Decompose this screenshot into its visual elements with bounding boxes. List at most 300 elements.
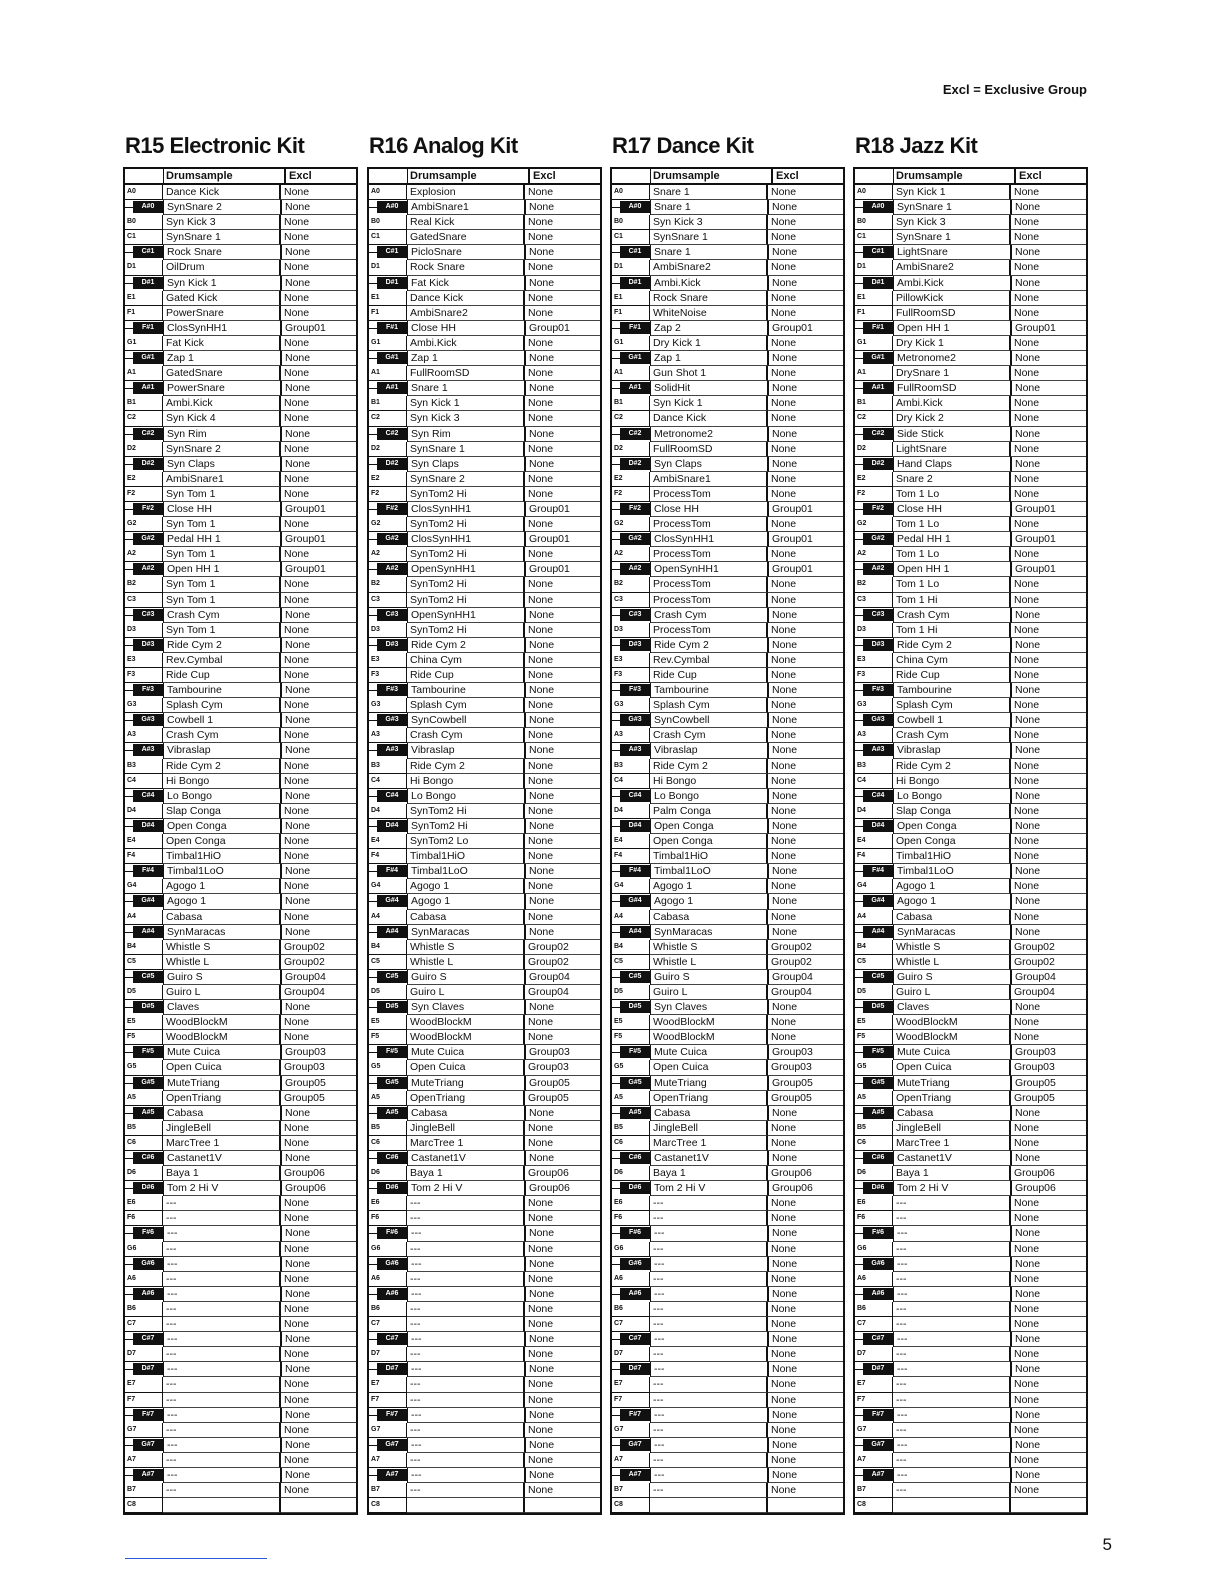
piano-key <box>855 1453 893 1468</box>
key-label: G#7 <box>620 1439 650 1451</box>
drumsample-cell: WoodBlockM <box>650 1030 768 1045</box>
key-label: E4 <box>857 837 866 845</box>
drumsample-cell: --- <box>894 1362 1012 1377</box>
excl-cell: Group06 <box>1011 1166 1086 1181</box>
piano-key <box>369 185 407 200</box>
excl-cell: None <box>282 925 356 940</box>
piano-key <box>855 608 894 623</box>
drumsample-cell: Cabasa <box>407 910 525 925</box>
drumsample-cell: MuteTriang <box>894 1076 1012 1091</box>
table-row <box>369 1136 600 1151</box>
drumsample-cell: Hand Claps <box>894 457 1012 472</box>
piano-key <box>369 653 407 668</box>
key-label: C#5 <box>377 971 407 983</box>
piano-key <box>125 1347 163 1362</box>
piano-key <box>125 185 163 200</box>
piano-key <box>612 970 651 985</box>
piano-key <box>855 427 894 442</box>
drumsample-cell: --- <box>651 1468 769 1483</box>
excl-cell: None <box>525 1121 600 1136</box>
key-label: C#5 <box>620 971 650 983</box>
excl-cell: None <box>526 1151 600 1166</box>
table-row <box>612 487 843 502</box>
piano-key <box>369 1393 407 1408</box>
excl-cell: None <box>769 1226 843 1241</box>
drumsample-cell: WoodBlockM <box>407 1030 525 1045</box>
excl-cell: None <box>768 185 843 200</box>
table-row <box>125 487 356 502</box>
piano-key <box>855 698 893 713</box>
table-row <box>125 1136 356 1151</box>
table-row <box>612 215 843 230</box>
drumsample-cell: Hi Bongo <box>407 774 525 789</box>
excl-cell: None <box>525 849 600 864</box>
excl-cell: None <box>1011 577 1086 592</box>
drumsample-cell: --- <box>163 1483 281 1498</box>
key-label: D7 <box>371 1350 380 1358</box>
piano-key <box>125 230 163 245</box>
piano-key <box>612 260 650 275</box>
table-row <box>855 306 1086 321</box>
drumsample-cell: Tom 1 Lo <box>893 517 1011 532</box>
table-row <box>369 759 600 774</box>
piano-key <box>125 1408 164 1423</box>
table-row <box>612 683 843 698</box>
piano-key <box>369 789 408 804</box>
piano-key <box>612 547 650 562</box>
piano-key <box>125 1423 163 1438</box>
piano-key <box>612 1106 651 1121</box>
piano-key <box>612 774 650 789</box>
table-row <box>855 743 1086 758</box>
piano-key <box>855 1408 894 1423</box>
table-row <box>855 1408 1086 1423</box>
key-label: D#2 <box>133 458 163 470</box>
key-label: G5 <box>857 1063 867 1071</box>
table-row <box>612 200 843 215</box>
key-label: A#5 <box>620 1107 650 1119</box>
drumsample-cell: --- <box>894 1468 1012 1483</box>
key-label: A3 <box>371 731 380 739</box>
piano-key <box>369 940 407 955</box>
kit-title: R15 Electronic Kit <box>125 133 305 158</box>
table-row <box>612 1408 843 1423</box>
key-label: F2 <box>857 489 866 497</box>
page-number: 5 <box>1102 1535 1112 1554</box>
piano-key <box>612 925 651 940</box>
drumsample-cell: Syn Tom 1 <box>163 547 281 562</box>
piano-key <box>125 1121 163 1136</box>
excl-cell: None <box>282 713 356 728</box>
table-row <box>855 1302 1086 1317</box>
table-row <box>855 442 1086 457</box>
key-label: G#3 <box>377 714 407 726</box>
key-label: G3 <box>614 701 624 709</box>
piano-key <box>855 1257 894 1272</box>
excl-cell: None <box>769 713 843 728</box>
table-row <box>125 940 356 955</box>
key-label: A#6 <box>133 1288 163 1300</box>
excl-cell: None <box>526 276 600 291</box>
table-row <box>125 743 356 758</box>
drumsample-cell: Timbal1HiO <box>650 849 768 864</box>
drumsample-cell: --- <box>163 1302 281 1317</box>
key-label: D1 <box>614 263 623 271</box>
key-label: G#1 <box>133 352 163 364</box>
excl-cell: None <box>1012 608 1086 623</box>
excl-cell: None <box>768 1377 843 1392</box>
piano-key <box>369 925 408 940</box>
table-row <box>612 925 843 940</box>
drumsample-cell: --- <box>407 1196 525 1211</box>
excl-cell: None <box>281 1272 356 1287</box>
excl-cell: None <box>525 1453 600 1468</box>
table-row <box>369 743 600 758</box>
drumsample-cell: SynSnare 1 <box>407 442 525 457</box>
table-row <box>612 1453 843 1468</box>
key-label: B4 <box>614 942 623 950</box>
drumsample-cell: WoodBlockM <box>163 1015 281 1030</box>
drumsample-cell: Metronome2 <box>651 427 769 442</box>
piano-key <box>369 1015 407 1030</box>
excl-cell: None <box>526 894 600 909</box>
drumsample-cell: Tom 2 Hi V <box>651 1181 769 1196</box>
drumsample-cell: ClosSynHH1 <box>164 321 282 336</box>
piano-key <box>855 1272 893 1287</box>
table-row <box>855 834 1086 849</box>
key-label: D#6 <box>377 1182 407 1194</box>
key-label: C1 <box>371 233 380 241</box>
key-label: C8 <box>614 1501 623 1509</box>
table-row <box>855 1272 1086 1287</box>
key-label: F5 <box>127 1033 136 1041</box>
key-label: F7 <box>127 1395 136 1403</box>
drumsample-cell: --- <box>407 1211 525 1226</box>
key-label: A#1 <box>620 382 650 394</box>
table-row <box>612 230 843 245</box>
excl-cell: None <box>768 1242 843 1257</box>
drumsample-cell: Cabasa <box>651 1106 769 1121</box>
excl-cell: None <box>768 1302 843 1317</box>
table-row <box>369 593 600 608</box>
drumsample-cell: Lo Bongo <box>408 789 526 804</box>
piano-key <box>125 457 164 472</box>
table-row <box>612 411 843 426</box>
key-label: D1 <box>371 263 380 271</box>
piano-key <box>612 638 651 653</box>
piano-key <box>125 894 164 909</box>
key-label: A#5 <box>133 1107 163 1119</box>
excl-cell: None <box>525 774 600 789</box>
table-row <box>369 291 600 306</box>
excl-cell: Group01 <box>1012 532 1086 547</box>
piano-key <box>612 336 650 351</box>
piano-key <box>369 1196 407 1211</box>
key-label: C#1 <box>377 246 407 258</box>
excl-cell: Group01 <box>526 502 600 517</box>
piano-key <box>369 593 407 608</box>
excl-cell: Group01 <box>526 532 600 547</box>
key-label: F3 <box>371 671 380 678</box>
excl-cell: Group02 <box>281 940 356 955</box>
drumsample-cell: Open HH 1 <box>894 562 1012 577</box>
drumsample-cell: Vibraslap <box>164 743 282 758</box>
drumsample-cell: Slap Conga <box>163 804 281 819</box>
drumsample-cell: Open Conga <box>163 834 281 849</box>
drumsample-cell: --- <box>164 1226 282 1241</box>
table-row <box>369 427 600 442</box>
excl-cell: None <box>282 1106 356 1121</box>
drumsample-cell: Close HH <box>651 502 769 517</box>
excl-cell: None <box>1012 925 1086 940</box>
key-label: C5 <box>614 957 623 965</box>
drumsample-cell: --- <box>651 1362 769 1377</box>
drumsample-cell: Syn Tom 1 <box>163 593 281 608</box>
drumsample-cell: Tom 2 Hi V <box>408 1181 526 1196</box>
piano-key <box>125 276 164 291</box>
piano-key <box>125 517 163 532</box>
piano-key <box>855 1015 893 1030</box>
key-label: D#5 <box>133 1001 163 1013</box>
excl-cell: None <box>526 1000 600 1015</box>
table-row <box>369 200 600 215</box>
table-row <box>855 1076 1086 1091</box>
excl-cell: None <box>281 1136 356 1151</box>
key-label: A2 <box>857 550 866 558</box>
drumsample-cell: Lo Bongo <box>164 789 282 804</box>
key-label: G7 <box>127 1425 137 1433</box>
key-label: D#6 <box>133 1182 163 1194</box>
piano-key <box>855 759 893 774</box>
piano-key <box>855 1468 894 1483</box>
piano-key <box>855 215 893 230</box>
excl-cell: Group05 <box>1012 1076 1086 1091</box>
table-row <box>612 472 843 487</box>
kit-r18 <box>853 133 1088 1515</box>
excl-header: Excl <box>533 170 556 182</box>
key-label: A3 <box>857 731 866 739</box>
drumsample-cell: SynMaracas <box>408 925 526 940</box>
excl-cell: None <box>769 1257 843 1272</box>
excl-cell: Group02 <box>768 955 843 970</box>
table-row <box>369 1257 600 1272</box>
piano-key <box>125 1030 163 1045</box>
key-label: F3 <box>127 671 136 678</box>
excl-cell: None <box>1012 351 1086 366</box>
table-row <box>125 547 356 562</box>
piano-key <box>612 366 650 381</box>
key-label: E5 <box>614 1018 623 1026</box>
piano-key <box>125 1393 163 1408</box>
excl-cell: None <box>1012 381 1086 396</box>
drumsample-cell: OpenTriang <box>163 1091 281 1106</box>
drumsample-cell: Open Conga <box>650 834 768 849</box>
key-label: D1 <box>127 263 136 271</box>
table-row <box>855 593 1086 608</box>
drumsample-cell: --- <box>163 1377 281 1392</box>
table-row <box>369 985 600 1000</box>
table-row <box>612 336 843 351</box>
key-label: G5 <box>127 1063 137 1071</box>
key-label: G4 <box>614 882 624 890</box>
excl-cell: None <box>282 1362 356 1377</box>
piano-key <box>369 1257 408 1272</box>
excl-cell: None <box>281 1347 356 1362</box>
piano-key <box>125 1468 164 1483</box>
drumsample-cell: Mute Cuica <box>408 1045 526 1060</box>
excl-cell: None <box>1011 1030 1086 1045</box>
excl-cell: None <box>769 1438 843 1453</box>
drumsample-cell: ProcessTom <box>650 517 768 532</box>
table-row <box>125 1287 356 1302</box>
piano-key <box>855 940 893 955</box>
drumsample-cell: LightSnare <box>893 442 1011 457</box>
excl-cell: None <box>1012 894 1086 909</box>
piano-key <box>612 955 650 970</box>
excl-cell: Group04 <box>282 970 356 985</box>
drumsample-cell: Agogo 1 <box>651 894 769 909</box>
drumsample-cell: Whistle L <box>893 955 1011 970</box>
drumsample-cell: Dry Kick 2 <box>893 411 1011 426</box>
table-row <box>612 1166 843 1181</box>
key-label: A#0 <box>377 201 407 213</box>
excl-cell: Group02 <box>768 940 843 955</box>
piano-key <box>612 381 651 396</box>
key-label: G3 <box>127 701 137 709</box>
drumsample-cell: FullRoomSD <box>407 366 525 381</box>
key-label: D4 <box>614 806 623 814</box>
key-label: C#5 <box>863 971 893 983</box>
piano-key <box>125 910 163 925</box>
drumsample-cell: JingleBell <box>407 1121 525 1136</box>
piano-key <box>855 653 893 668</box>
piano-key <box>612 1181 651 1196</box>
piano-key <box>855 834 893 849</box>
excl-cell: None <box>1012 1408 1086 1423</box>
excl-cell: None <box>281 879 356 894</box>
drumsample-cell: --- <box>408 1362 526 1377</box>
table-row <box>369 185 600 200</box>
key-label: C3 <box>857 595 866 603</box>
key-label: D4 <box>857 806 866 814</box>
key-label: G#4 <box>620 895 650 907</box>
piano-key <box>125 1211 163 1226</box>
key-label: A#5 <box>863 1107 893 1119</box>
piano-key <box>612 1166 650 1181</box>
key-label: F#7 <box>133 1409 163 1421</box>
key-label: F6 <box>127 1214 136 1222</box>
excl-cell: None <box>525 759 600 774</box>
excl-cell: Group04 <box>1012 970 1086 985</box>
table-row <box>855 1377 1086 1392</box>
table-row <box>855 351 1086 366</box>
key-label: E6 <box>857 1199 866 1207</box>
piano-key <box>125 1045 164 1060</box>
drumsample-cell: Ambi.Kick <box>163 396 281 411</box>
key-label: A#7 <box>620 1469 650 1481</box>
key-label: D#5 <box>620 1001 650 1013</box>
table-row <box>855 623 1086 638</box>
drumsample-cell: Ride Cym 2 <box>163 759 281 774</box>
table-row <box>855 321 1086 336</box>
key-label: C4 <box>127 776 136 784</box>
piano-key <box>612 879 650 894</box>
key-label: F#4 <box>377 865 407 877</box>
table-row <box>125 291 356 306</box>
piano-key <box>369 985 407 1000</box>
key-label: F#5 <box>133 1046 163 1058</box>
drumsample-cell: Crash Cym <box>894 608 1012 623</box>
piano-key <box>125 638 164 653</box>
drumsample-cell: OpenTriang <box>407 1091 525 1106</box>
excl-cell: None <box>769 1287 843 1302</box>
key-label: A7 <box>614 1455 623 1463</box>
excl-cell: None <box>282 608 356 623</box>
excl-cell: None <box>768 230 843 245</box>
key-label: B3 <box>371 761 380 769</box>
table-row <box>369 819 600 834</box>
piano-key <box>612 1498 650 1513</box>
table-row <box>369 955 600 970</box>
piano-key <box>612 1302 650 1317</box>
key-label: C#4 <box>377 790 407 802</box>
drumsample-cell: --- <box>407 1302 525 1317</box>
excl-cell: None <box>525 879 600 894</box>
table-row <box>855 698 1086 713</box>
key-label: A#6 <box>377 1288 407 1300</box>
excl-cell: None <box>769 743 843 758</box>
drumsample-cell: --- <box>651 1226 769 1241</box>
piano-key <box>855 623 893 638</box>
piano-key <box>125 562 164 577</box>
piano-key <box>855 396 893 411</box>
excl-cell: None <box>281 396 356 411</box>
excl-cell: None <box>281 291 356 306</box>
table-row <box>369 547 600 562</box>
piano-key <box>125 970 164 985</box>
excl-cell: None <box>768 215 843 230</box>
piano-key <box>125 306 163 321</box>
key-label: B5 <box>614 1123 623 1131</box>
drumsample-cell: ClosSynHH1 <box>408 502 526 517</box>
key-label: A#4 <box>377 926 407 938</box>
key-label: D3 <box>857 625 866 633</box>
excl-cell: None <box>525 1302 600 1317</box>
key-label: G6 <box>127 1244 137 1252</box>
drumsample-cell: Ambi.Kick <box>894 276 1012 291</box>
key-label: B2 <box>127 580 136 588</box>
excl-cell: None <box>768 442 843 457</box>
piano-key <box>855 985 893 1000</box>
excl-cell: None <box>1011 306 1086 321</box>
table-row <box>855 502 1086 517</box>
excl-cell: None <box>525 306 600 321</box>
drumsample-cell: Agogo 1 <box>894 894 1012 909</box>
drumsample-cell: SynTom2 Lo <box>407 834 525 849</box>
drumsample-cell: Whistle L <box>163 955 281 970</box>
table-row <box>612 1151 843 1166</box>
table-row <box>369 1483 600 1498</box>
table-row <box>369 230 600 245</box>
excl-cell: None <box>1011 728 1086 743</box>
key-label: E1 <box>857 293 866 301</box>
excl-cell: None <box>768 1347 843 1362</box>
piano-key <box>125 502 164 517</box>
excl-cell: None <box>281 1317 356 1332</box>
table-row <box>125 1226 356 1241</box>
table-header <box>855 169 1086 185</box>
excl-cell: None <box>281 1211 356 1226</box>
